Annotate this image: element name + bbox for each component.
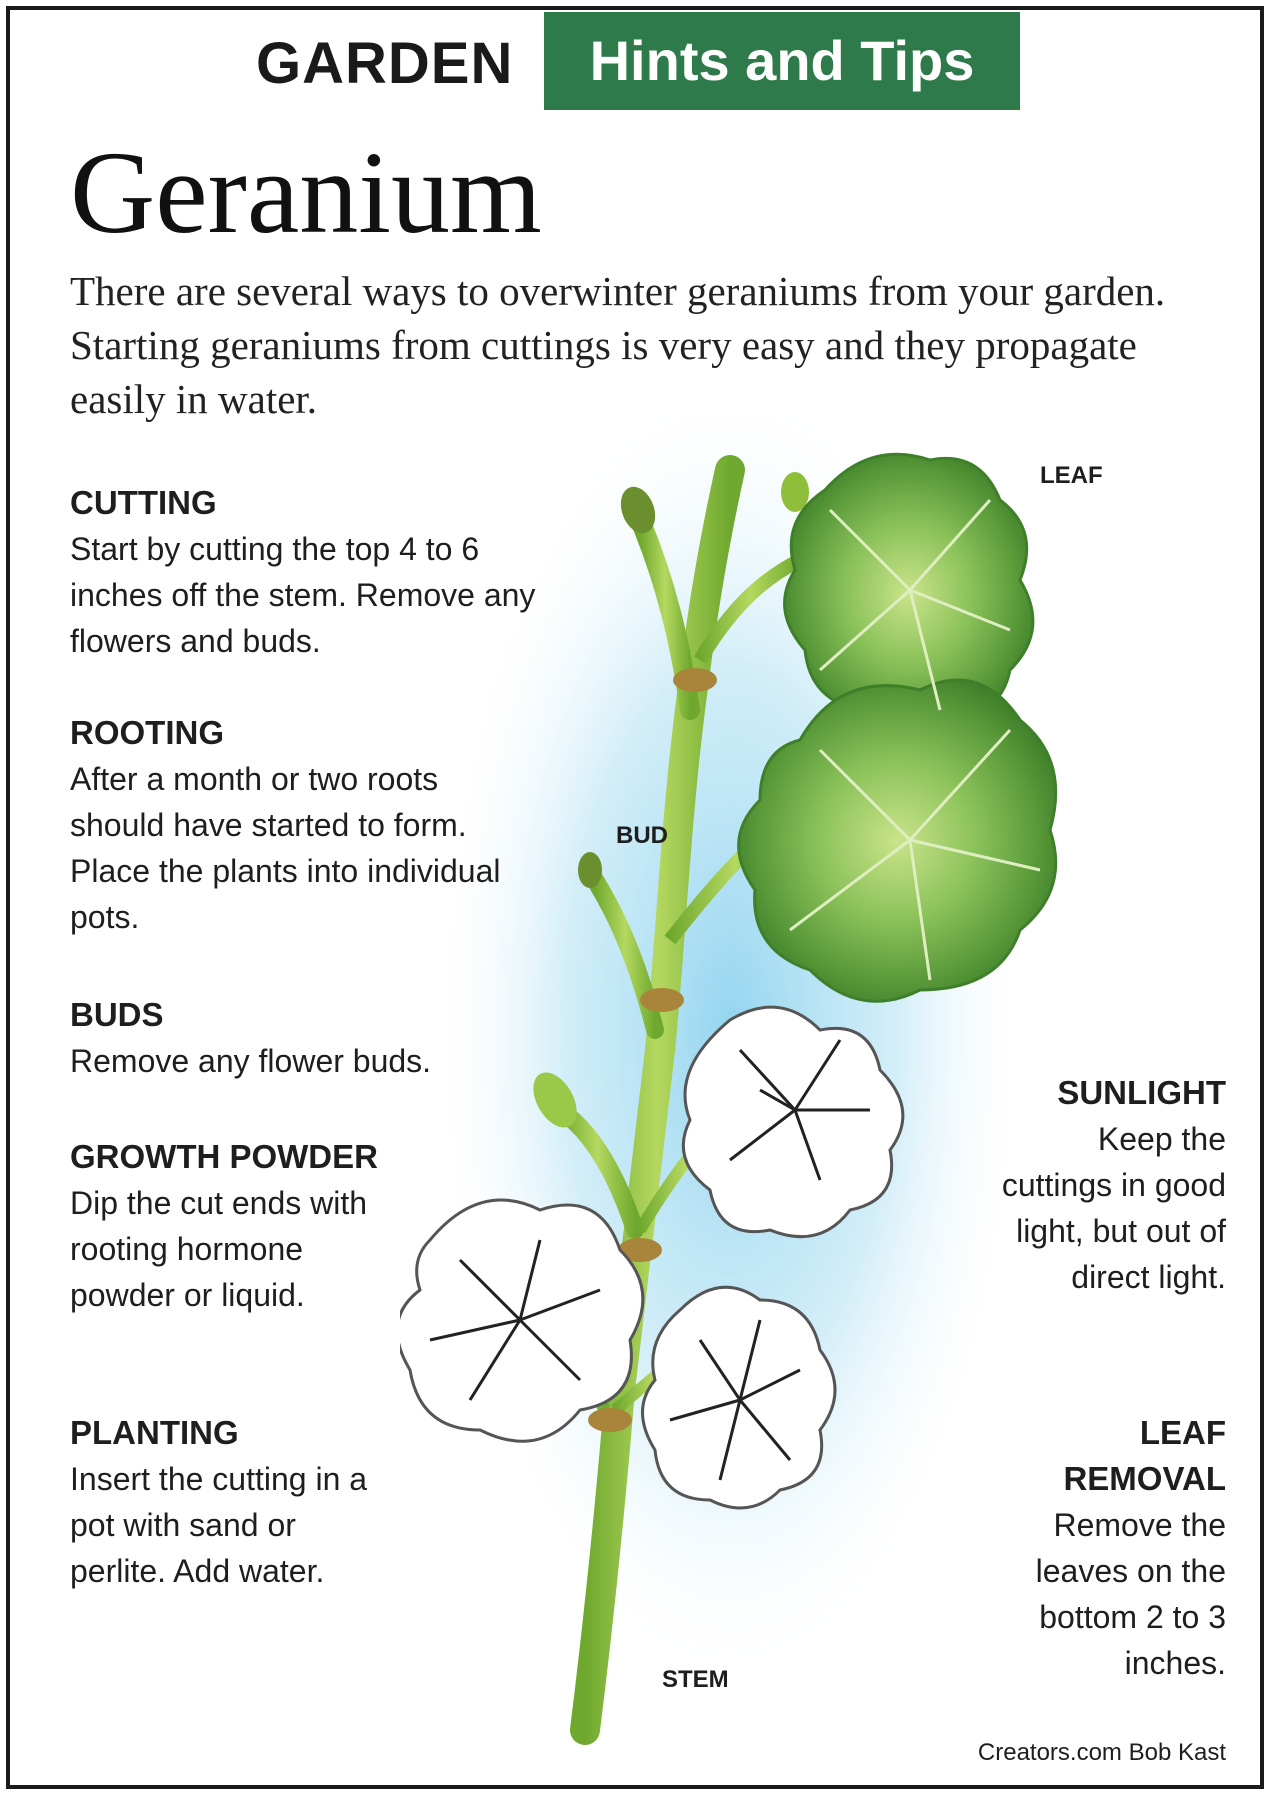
tip-heading: GROWTH POWDER xyxy=(70,1138,378,1175)
tip-heading: CUTTING xyxy=(70,484,217,521)
flower-lower-right xyxy=(643,1287,836,1508)
stem-node xyxy=(673,668,717,692)
tip-body: Remove any flower buds. xyxy=(70,1043,432,1079)
tip-heading: BUDS xyxy=(70,996,164,1033)
stem-node xyxy=(588,1408,632,1432)
tip-sunlight xyxy=(996,1070,1226,1300)
tip-body: Start by cutting the top 4 to 6 inches off the stem. Remove any flowers and buds. xyxy=(70,531,536,659)
tip-heading: PLANTING xyxy=(70,1414,239,1451)
tip-rooting xyxy=(70,710,570,940)
tip-buds xyxy=(70,992,570,1084)
tip-body: Dip the cut ends with rooting hormone powder or liquid. xyxy=(70,1185,368,1313)
credit-line: Creators.com Bob Kast xyxy=(977,1739,1226,1766)
leaf-label: LEAF xyxy=(1040,462,1103,489)
tip-growth-powder xyxy=(70,1134,470,1318)
intro-paragraph: There are several ways to overwinter geraniums from your garden. Starting geraniums from cuttings is very easy and they propagate easily in water. xyxy=(70,268,1166,422)
stem-node xyxy=(640,988,684,1012)
stem-label: STEM xyxy=(662,1666,729,1693)
tip-planting xyxy=(70,1410,400,1594)
header-garden-label: GARDEN xyxy=(256,31,514,96)
tip-heading: ROOTING xyxy=(70,714,224,751)
tip-heading: SUNLIGHT xyxy=(1057,1074,1226,1111)
bud-label: BUD xyxy=(616,822,668,849)
tip-leaf-removal xyxy=(996,1410,1226,1686)
bud xyxy=(578,852,602,888)
header-tagline-banner: Hints and Tips xyxy=(544,12,1020,110)
tip-heading: LEAF REMOVAL xyxy=(1063,1414,1226,1497)
tip-body: Insert the cutting in a pot with sand or perlite. Add water. xyxy=(70,1461,368,1589)
tip-body: After a month or two roots should have started to form. Place the plants into individual pots. xyxy=(70,761,501,935)
tip-body: Keep the cuttings in good light, but out of direct light. xyxy=(1001,1121,1226,1295)
tip-body: Remove the leaves on the bottom 2 to 3 inches. xyxy=(1035,1507,1226,1681)
page-title: Geranium xyxy=(70,127,542,258)
tip-cutting xyxy=(70,480,570,664)
infographic-frame xyxy=(6,6,1264,1789)
